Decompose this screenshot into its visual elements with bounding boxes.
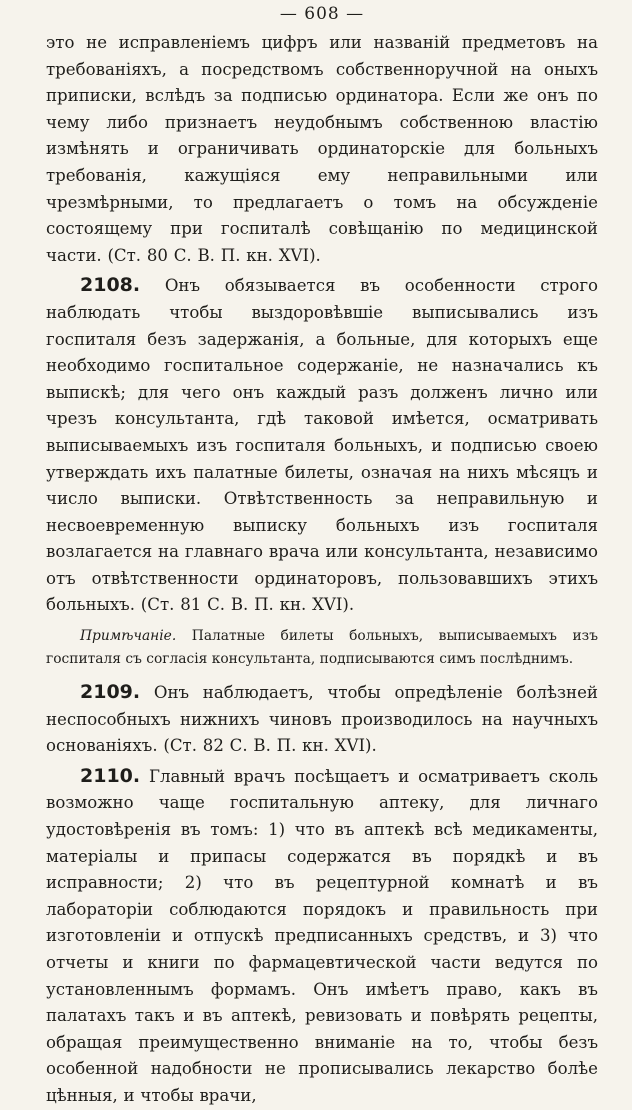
article-2108-paragraph bbox=[46, 272, 598, 619]
note-text: Палатные билеты больныхъ, выписываемыхъ изъ госпиталя съ согласія консультанта, подписываются симъ послѣднимъ. bbox=[46, 628, 598, 668]
article-number: 2109. bbox=[80, 681, 141, 704]
article-text: Онъ обязывается въ особенности строго наблюдать чтобы выздоровѣвшіе выписывались изъ госпиталя безъ задержанія, а больные, для которыхъ еще необходимо госпитальное содержаніе, не назначались къ выпискѣ; для чего онъ каждый разъ долженъ лично или чрезъ консультанта, гдѣ таковой имѣется, осматривать выписываемыхъ изъ госпиталя больныхъ, и подписью своею утверждать ихъ палатные билеты, означая на нихъ мѣсяцъ и число выписки. Отвѣтственность за неправильную и несвоевременную выписку больныхъ изъ госпиталя возлагается на главнаго врача или консультанта, независимо отъ отвѣтственности ординаторовъ, пользовавшихъ этихъ больныхъ. (Ст. 81 С. В. П. кн. XVI). bbox=[46, 276, 598, 615]
article-2109 bbox=[46, 679, 598, 760]
article-2110-paragraph bbox=[46, 763, 598, 1110]
intro-text: это не исправленіемъ цифръ или названій предметовъ на требованіяхъ, а посредствомъ собственноручной на оныхъ приписки, вслѣдъ за подписью ординатора. Если же онъ по чему либо признаетъ неудобнымъ собственною властію измѣнять и ограничивать ординаторскіе для больныхъ требованія, кажущіяся ему неправильными или чрезмѣрными, то предлагаетъ о томъ на обсужденіе состоящему при госпиталѣ совѣщанію по медицинской части. (Ст. 80 С. В. П. кн. XVI). bbox=[46, 33, 598, 265]
page-number: — 608 — bbox=[279, 4, 365, 24]
footnote bbox=[46, 625, 598, 671]
article-2110 bbox=[46, 763, 598, 1110]
article-number: 2108. bbox=[80, 274, 141, 297]
article-text: Главный врачъ посѣщаетъ и осматриваетъ сколь возможно чаще госпитальную аптеку, для личнаго удостовѣренія въ томъ: 1) что въ аптекѣ всѣ медикаменты, матеріалы и припасы содержатся въ порядкѣ и въ исправности; 2) что въ рецептурной комнатѣ и въ лабораторіи соблюдаются порядокъ и правильность при изготовленіи и отпускѣ предписанныхъ средствъ, и 3) что отчеты и книги по фармацевтической части ведутся по установленнымъ формамъ. Онъ имѣетъ право, какъ въ палатахъ такъ и въ аптекѣ, ревизовать и повѣрять рецепты, обращая преимущественно вниманіе на то, чтобы безъ особенной надобности не прописывались лекарство болѣе цѣнныя, и чтобы врачи, bbox=[46, 766, 598, 1105]
article-text: Онъ наблюдаетъ, чтобы опредѣленіе болѣзней неспособныхъ нижнихъ чиновъ производилось на научныхъ основаніяхъ. (Ст. 82 С. В. П. кн. XVI). bbox=[46, 683, 598, 756]
note-label: Примѣчаніе. bbox=[80, 628, 177, 645]
article-2108 bbox=[46, 272, 598, 619]
article-2109-paragraph bbox=[46, 679, 598, 760]
intro-paragraph bbox=[46, 30, 598, 269]
article-number: 2110. bbox=[80, 764, 141, 787]
